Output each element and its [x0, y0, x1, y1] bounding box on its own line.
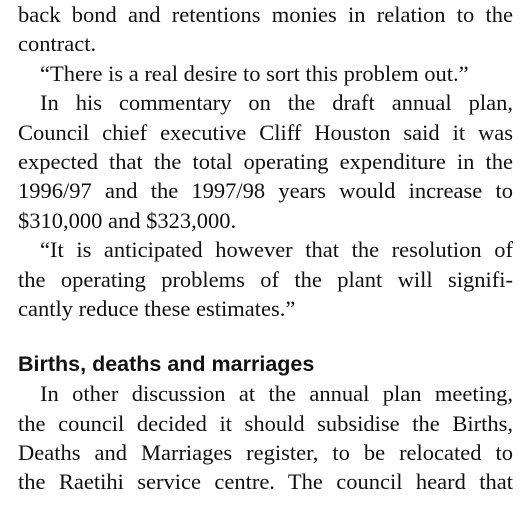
text-line: Deaths and Marriages register, to be relocated to: [18, 440, 513, 466]
text-line: the council decided it should subsidise the Births,: [18, 410, 513, 436]
text-line: “There is a real desire to sort this problem out.”: [40, 60, 469, 86]
paragraph: [18, 59, 513, 88]
paragraph: [18, 235, 513, 323]
text-line: In other discussion at the annual plan meeting,: [40, 381, 513, 407]
paragraph: [18, 0, 513, 59]
section-gap: [18, 323, 513, 345]
paragraph: [18, 379, 513, 497]
text-line: Council chief executive Cliff Houston said it was: [18, 119, 513, 145]
text-line: “It is anticipated however that the resolution of: [40, 237, 513, 263]
text-line: cantly reduce these estimates.”: [18, 295, 296, 321]
text-line: the Raetihi service centre. The council heard that: [18, 469, 513, 495]
text-line: contract.: [18, 31, 97, 57]
text-line: $310,000 and $323,000.: [18, 207, 237, 233]
section-subheading: Births, deaths and marriages: [18, 352, 315, 377]
text-line: 1996/97 and the 1997/98 years would increase to: [18, 178, 513, 204]
text-line: expected that the total operating expenditure in the: [18, 148, 513, 174]
article-body-continued: [18, 379, 513, 497]
text-line: back bond and retentions monies in relation to the: [18, 2, 513, 27]
text-line: the operating problems of the plant will signifi-: [18, 266, 513, 292]
article-body: [18, 0, 513, 323]
paragraph: [18, 88, 513, 235]
text-line: In his commentary on the draft annual plan,: [40, 90, 513, 116]
